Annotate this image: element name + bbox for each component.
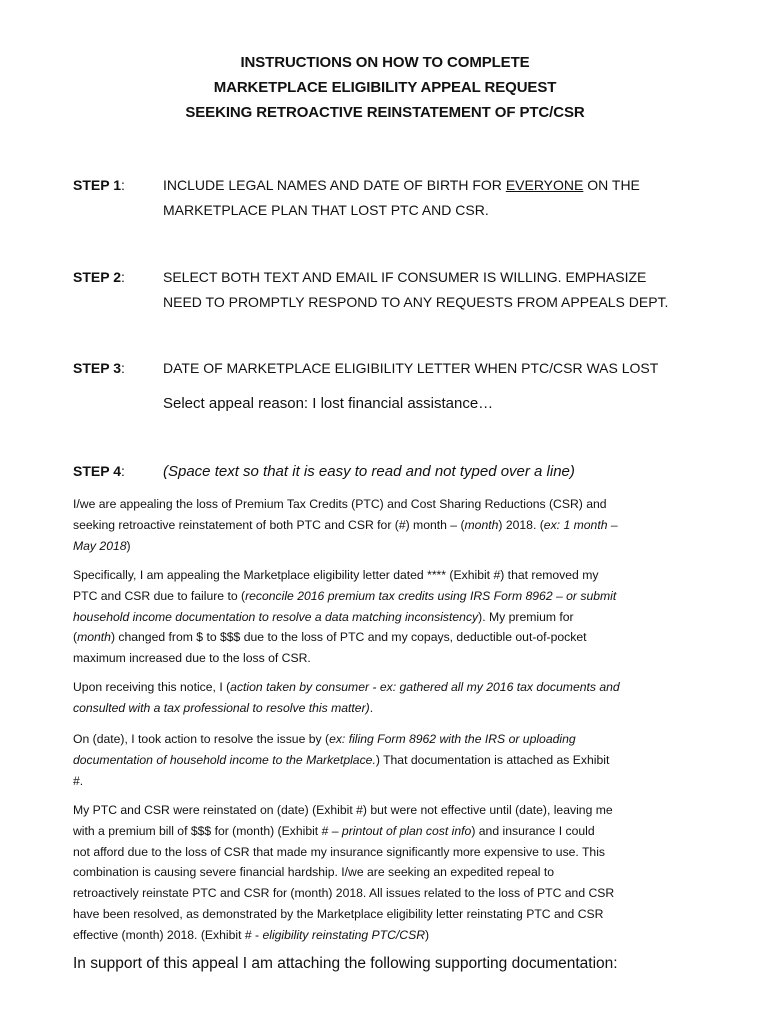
step-4-label: STEP 4	[73, 463, 121, 479]
title-line-1: INSTRUCTIONS ON HOW TO COMPLETE	[240, 54, 530, 71]
appeal-reason: Select appeal reason: I lost financial assistance…	[163, 395, 494, 412]
step-1-label: STEP 1	[73, 177, 121, 193]
step-1-colon: :	[121, 177, 125, 193]
title-line-2: MARKETPLACE ELIGIBILITY APPEAL REQUEST	[213, 79, 557, 96]
appeal-paragraph-4: On (date), I took action to resolve the issue by (ex: filing Form 8962 with the IRS or uploading documentation of household income to the Marketplace.) That documentation is attached as Exhibit #.	[73, 732, 610, 788]
title-line-3: SEEKING RETROACTIVE REINSTATEMENT OF PTC/CSR	[185, 104, 585, 121]
appeal-paragraph-3: Upon receiving this notice, I (action taken by consumer - ex: gathered all my 2016 tax documents and consulted with a tax professional to resolve this matter).	[73, 680, 620, 715]
supporting-documentation-heading: In support of this appeal I am attaching the following supporting documentation:	[73, 955, 618, 972]
step-3-colon: :	[121, 360, 125, 376]
step-4-colon: :	[121, 463, 125, 479]
appeal-paragraph-5: My PTC and CSR were reinstated on (date) (Exhibit #) but were not effective until (date), leaving me with a premium bill of $$$ for (month) (Exhibit # – printout of plan cost info) and insurance I could not afford due to the loss of CSR that made my insurance significantly more expensive to use. This combination is causing severe financial hardship. I/we are seeking an expedited repeal to retroactively reinstate PTC and CSR for (month) 2018. All issues related to the loss of PTC and CSR have been resolved, as demonstrated by the Marketplace eligibility letter reinstating PTC and CSR effective (month) 2018. (Exhibit # - eligibility reinstating PTC/CSR)	[73, 803, 615, 942]
step-2-colon: :	[121, 269, 125, 285]
step-3-text: DATE OF MARKETPLACE ELIGIBILITY LETTER WHEN PTC/CSR WAS LOST Select appeal reason: I lost financial assistance…	[163, 356, 723, 416]
step-2-label: STEP 2	[73, 269, 121, 285]
step-3-label: STEP 3	[73, 360, 121, 376]
step-4-note: (Space text so that it is easy to read and not typed over a line)	[163, 463, 575, 480]
step-1-text: INCLUDE LEGAL NAMES AND DATE OF BIRTH FOR EVERYONE ON THE MARKETPLACE PLAN THAT LOST PTC AND CSR.	[163, 177, 640, 218]
appeal-paragraph-2: Specifically, I am appealing the Marketplace eligibility letter dated **** (Exhibit #) that removed my PTC and CSR due to failure to (reconcile 2016 premium tax credits using IRS Form 8962 – or submit household income documentation to resolve a data matching inconsistency). My premium for (month) changed from $ to $$$ due to the loss of PTC and my copays, deductible out-of-pocket maximum increased due to the loss of CSR.	[73, 568, 617, 666]
appeal-paragraph-1: I/we are appealing the loss of Premium Tax Credits (PTC) and Cost Sharing Reductions (CSR) and seeking retroactive reinstatement of both PTC and CSR for (#) month – (month) 2018. (ex: 1 month – May 2018)	[73, 497, 618, 553]
everyone-emphasis: EVERYONE	[505, 177, 584, 193]
step-2-text: SELECT BOTH TEXT AND EMAIL IF CONSUMER IS WILLING. EMPHASIZE NEED TO PROMPTLY RESPOND TO ANY REQUESTS FROM APPEALS DEPT.	[163, 269, 669, 310]
document-title	[0, 50, 770, 125]
